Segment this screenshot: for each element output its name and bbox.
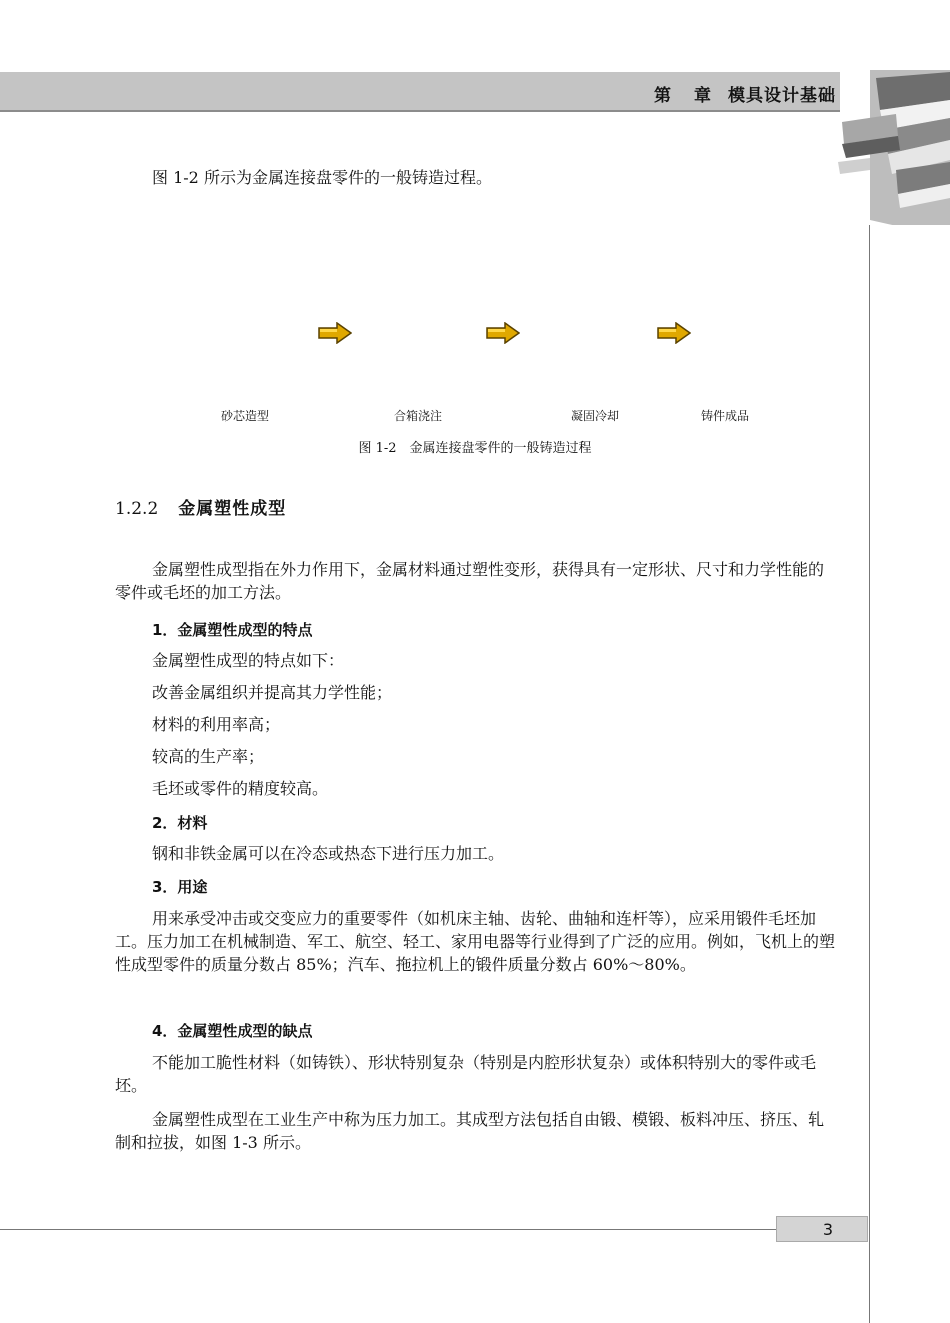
process-arrow-3: [657, 322, 691, 344]
figure-caption: 图 1-2 金属连接盘零件的一般铸造过程: [358, 441, 592, 456]
right-margin: [870, 225, 950, 1323]
page-number: 3: [776, 1216, 868, 1242]
section-number: 1.2.2: [115, 499, 159, 519]
process-arrow-1: [318, 322, 352, 344]
forming-methods-paragraph: 金属塑性成型在工业生产中称为压力加工。其成型方法包括自由锻、模锻、板料冲压、挤压、轧制和拉拔，如图 1-3 所示。: [115, 1110, 825, 1152]
chapter-title: 模具设计基础: [728, 86, 836, 106]
step-label-finished: 铸件成品: [701, 409, 750, 423]
feature-item: 材料的利用率高；: [152, 715, 281, 734]
process-arrow-2: [486, 322, 520, 344]
step-label-pouring: 合箱浇注: [394, 409, 443, 423]
footer-rule: [0, 1229, 776, 1230]
right-margin-rule: [869, 225, 870, 1323]
subheading-features: 1．金属塑性成型的特点: [152, 621, 313, 639]
subheading-materials: 2．材料: [152, 814, 208, 832]
chapter-heading: [654, 81, 836, 106]
section-title: 金属塑性成型: [178, 499, 287, 519]
chapter-label-2: 章: [694, 86, 712, 106]
chapter-label-1: 第: [654, 86, 672, 106]
intro-paragraph: 图 1-2 所示为金属连接盘零件的一般铸造过程。: [152, 168, 492, 187]
feature-item: 毛坯或零件的精度较高。: [152, 779, 329, 798]
drawbacks-paragraph: 不能加工脆性材料（如铸铁）、形状特别复杂（特别是内腔形状复杂）或体积特别大的零件或毛坯。: [115, 1053, 817, 1095]
feature-item: 改善金属组织并提高其力学性能；: [152, 683, 393, 702]
materials-text: 钢和非铁金属可以在冷态或热态下进行压力加工。: [152, 844, 505, 863]
subheading-drawbacks: 4．金属塑性成型的缺点: [152, 1022, 313, 1040]
subheading-uses: 3．用途: [152, 878, 208, 896]
step-label-cooling: 凝固冷却: [571, 409, 620, 423]
uses-paragraph: 用来承受冲击或交变应力的重要零件（如机床主轴、齿轮、曲轴和连杆等），应采用锻件毛坯加工。压力加工在机械制造、军工、航空、轻工、家用电器等行业得到了广泛的应用。例如，飞机上的塑性成型零件的质量分数占 85%；汽车、拖拉机上的锻件质量分数占 60%～80%。: [115, 909, 836, 974]
running-header: [0, 72, 840, 112]
definition-paragraph: 金属塑性成型指在外力作用下，金属材料通过塑性变形，获得具有一定形状、尺寸和力学性能的零件或毛坯的加工方法。: [115, 560, 825, 602]
step-label-sand-core: 砂芯造型: [221, 409, 270, 423]
feature-item: 较高的生产率；: [152, 747, 265, 766]
features-intro: 金属塑性成型的特点如下：: [152, 651, 345, 670]
section-heading: [115, 494, 286, 519]
